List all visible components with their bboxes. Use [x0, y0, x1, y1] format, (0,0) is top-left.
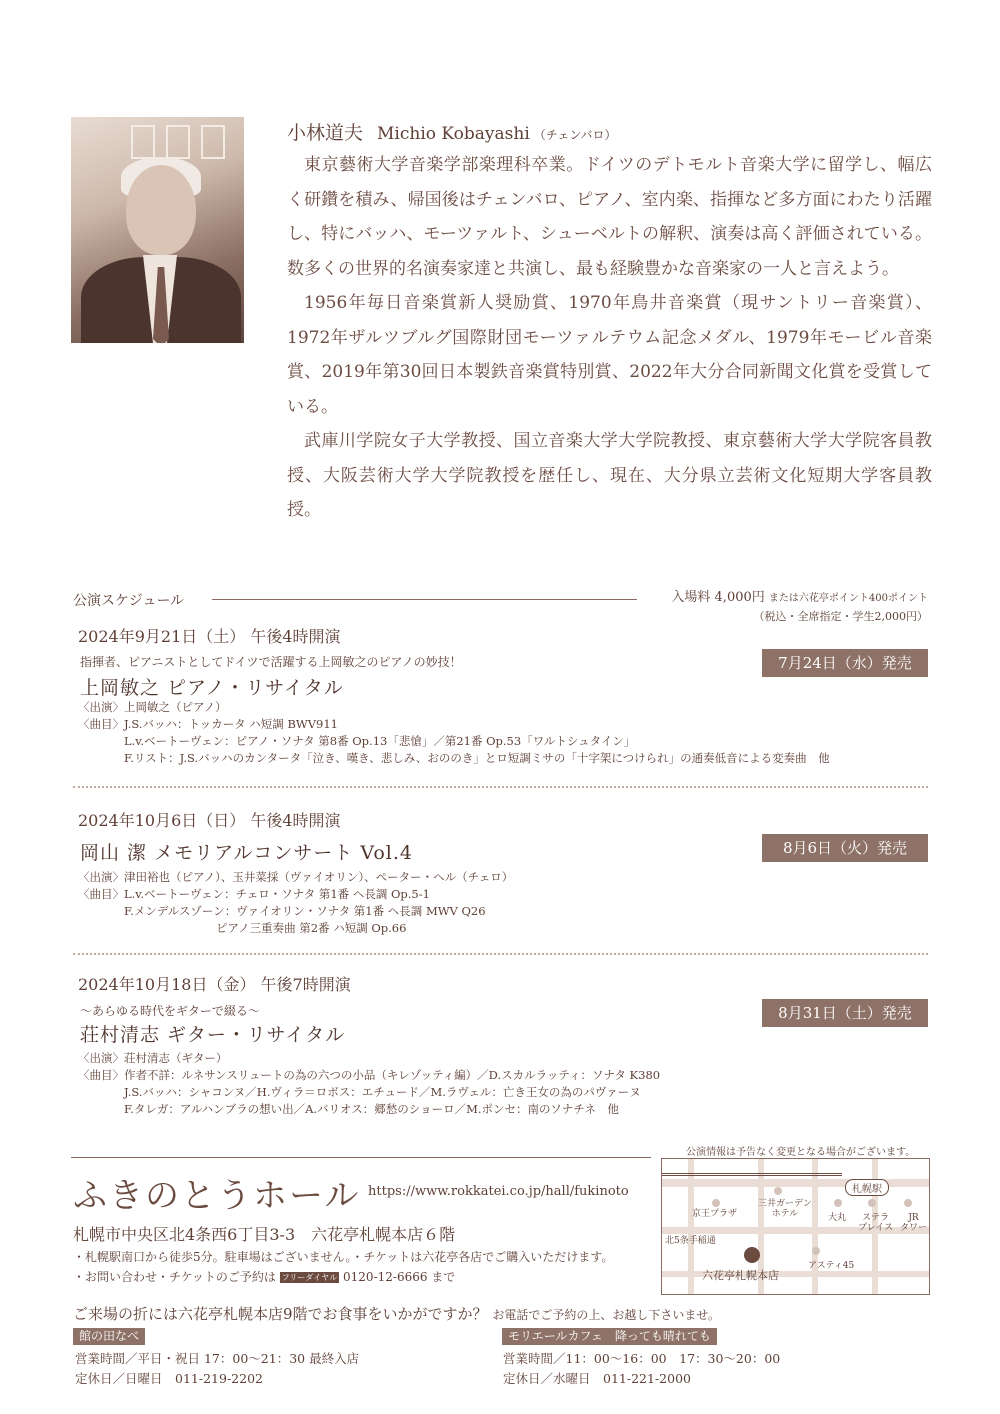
map-landmark: アスティ45 — [808, 1261, 855, 1271]
dining-heading-sub: お電話でご予約の上、お越し下さいませ。 — [492, 1308, 720, 1322]
restaurant-info — [503, 1349, 780, 1389]
info-change-note: 公演情報は予告なく変更となる場合がございます。 — [686, 1147, 916, 1158]
restaurant-hours: 営業時間／11：00～16：00 17：30～20：00 — [503, 1351, 781, 1366]
concert-title: 岡山 潔 メモリアルコンサート Vol.4 — [80, 842, 413, 864]
access-map — [661, 1158, 930, 1295]
schedule-divider — [212, 599, 637, 600]
portrait-photo — [71, 117, 244, 343]
price-main: 入場料 4,000円 — [671, 590, 765, 605]
freedial-icon: フリーダイヤル — [281, 1273, 338, 1282]
restaurant-closed: 定休日／日曜日 011-219-2202 — [75, 1371, 263, 1386]
concert-details: 〈出演〉荘村清志（ギター） 〈曲目〉作者不詳：ルネサンスリュートの為の六つの小品（キレゾッティ編）／D.スカルラッティ：ソナタ K380 J.S.バッハ：シャコンヌ／H.ヴィラ＝ロボス：エチュード／M.ラヴェル：亡き王女の為のパヴァーヌ F.タレガ：アルハンブラの想い出／A.バリオス：郷愁のショーロ／M.ポンセ：南のソナチネ 他 — [78, 1051, 661, 1116]
concert-lead: ～あらゆる時代をギターで綴る～ — [80, 1004, 260, 1018]
map-street-label: 北5条手稲通 — [665, 1236, 716, 1246]
access-note: ・札幌駅南口から徒歩5分。駐車場はございません。・チケットは六花亭各店でご購入いただけます。 — [73, 1250, 614, 1264]
sale-date-badge: 7月24日（水）発売 — [762, 649, 928, 677]
map-venue-label: 六花亭札幌本店 — [702, 1269, 779, 1282]
concert-details: 〈出演〉津田裕也（ピアノ）、玉井菜採（ヴァイオリン）、ペーター・ヘル（チェロ） 〈曲目〉L.v.ベートーヴェン：チェロ・ソナタ 第1番 ヘ長調 Op.5-1 F.メンデルスゾーン：ヴァイオリン・ソナタ 第1番 ヘ長調 MWV Q26 ピアノ三重奏曲 第2番 ハ短調 Op.66 — [78, 870, 514, 935]
bio-paragraph: 武庫川学院女子大学教授、国立音楽大学大学院教授、東京藝術大学大学院客員教授、大阪芸術大学大学院教授を歴任し、現在、大分県立芸術文化短期大学客員教授。 — [287, 431, 932, 520]
ticket-price — [640, 589, 928, 626]
sale-date-badge: 8月31日（土）発売 — [762, 999, 928, 1027]
concert-date: 2024年10月18日（金） 午後7時開演 — [78, 975, 351, 994]
concert-separator — [73, 953, 928, 955]
hall-website-link[interactable]: https://www.rokkatei.co.jp/hall/fukinoto — [368, 1184, 629, 1199]
concert-date: 2024年9月21日（土） 午後4時開演 — [78, 627, 341, 646]
contact-note — [73, 1267, 613, 1287]
dining-heading — [73, 1303, 720, 1324]
sale-date-badge: 8月6日（火）発売 — [762, 834, 928, 862]
hall-address: 札幌市中央区北4条西6丁目3-3 六花亭札幌本店６階 — [73, 1225, 456, 1244]
restaurant-info — [75, 1349, 359, 1389]
concert-title: 上岡敏之 ピアノ・リサイタル — [80, 677, 344, 699]
map-landmark: 京王プラザ — [692, 1209, 738, 1219]
bio-paragraph: 1956年毎日音楽賞新人奨励賞、1970年鳥井音楽賞（現サントリー音楽賞）、1972年ザルツブルグ国際財団モーツァルテウム記念メダル、1979年モービル音楽賞、2019年第30回日本製鉄音楽賞特別賞、2022年大分合同新聞文化賞を受賞している。 — [287, 293, 932, 417]
map-landmark: 三井ガーデン ホテル — [758, 1199, 812, 1219]
restaurant-hours: 営業時間／平日・祝日 17：00～21：30 最終入店 — [75, 1351, 360, 1366]
concert-details: 〈出演〉上岡敏之（ピアノ） 〈曲目〉J.S.バッハ：トッカータ ハ短調 BWV911 L.v.ベートーヴェン：ピアノ・ソナタ 第8番 Op.13「悲愴」／第21番 Op.53「ワルトシュタイン」 F.リスト：J.S.バッハのカンタータ「泣き、嘆き、悲しみ、おののき」とロ短調ミサの「十字架につけられ」の通奏低音による変奏曲 他 — [78, 700, 830, 765]
concert-date: 2024年10月6日（日） 午後4時開演 — [78, 811, 341, 830]
restaurant-closed: 定休日／水曜日 011-221-2000 — [503, 1371, 691, 1386]
bio-paragraph: 東京藝術大学音楽学部楽理科卒業。ドイツのデトモルト音楽大学に留学し、幅広く研鑽を積み、帰国後はチェンバロ、ピアノ、室内楽、指揮など多方面にわたり活躍し、特にバッハ、モーツァルト、シューベルトの解釈、演奏は高く評価されている。数多くの世界的名演奏家達と共演し、最も経験豊かな音楽家の一人と言えよう。 — [287, 155, 932, 279]
contact-phone: 0120-12-6666 まで — [343, 1270, 456, 1284]
price-note: （税込・全席指定・学生2,000円） — [753, 610, 928, 623]
map-landmark: 大丸 — [828, 1213, 847, 1223]
map-location-marker — [744, 1247, 760, 1263]
restaurant-name: 館の田なべ — [73, 1328, 145, 1345]
map-landmark: ステラ プレイス — [858, 1213, 894, 1233]
price-points: または六花亭ポイント400ポイント — [768, 593, 928, 604]
concert-title: 荘村清志 ギター・リサイタル — [80, 1024, 346, 1046]
hall-notes — [73, 1247, 613, 1287]
hall-logo: ふきのとうホール — [73, 1176, 361, 1216]
concert-lead: 指揮者、ピアニストとしてドイツで活躍する上岡敏之のピアノの妙技！ — [80, 655, 462, 669]
hall-divider — [71, 1157, 651, 1158]
dining-heading-main: ご来場の折には六花亭札幌本店9階でお食事をいかがですか？ — [73, 1305, 488, 1323]
contact-note-prefix: ・お問い合わせ・チケットのご予約は — [73, 1270, 276, 1284]
map-station-label: 札幌駅 — [845, 1179, 889, 1196]
artist-name-ja: 小林道夫 — [287, 122, 364, 144]
schedule-heading: 公演スケジュール — [73, 593, 185, 609]
map-landmark: JR タワー — [900, 1213, 928, 1233]
artist-name-en: Michio Kobayashi — [377, 124, 530, 144]
artist-biography — [287, 148, 932, 528]
artist-name — [287, 118, 617, 145]
restaurant-name: モリエールカフェ 降っても晴れても — [502, 1328, 717, 1345]
artist-instrument: （チェンバロ） — [533, 128, 617, 142]
concert-separator — [73, 786, 928, 788]
